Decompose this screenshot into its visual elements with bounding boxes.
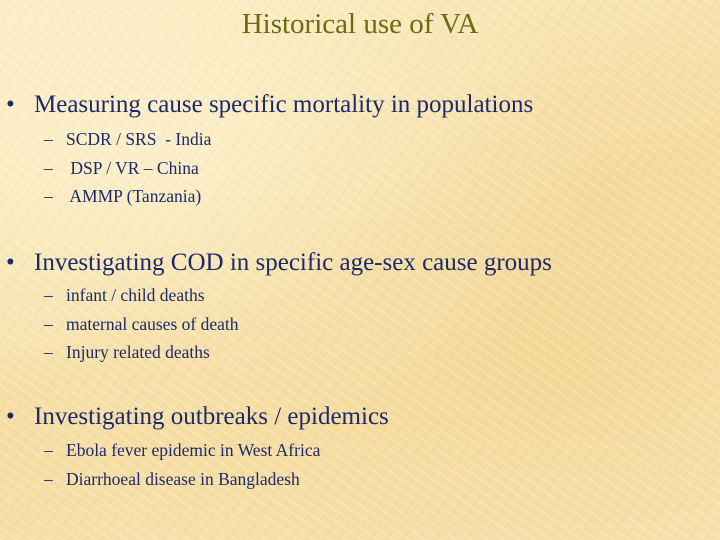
sub-item-text: Diarrhoeal disease in Bangladesh <box>66 469 300 489</box>
sub-item-text: AMMP (Tanzania) <box>66 186 202 206</box>
bullet-item-3 <box>6 402 389 432</box>
sub-item <box>44 185 201 207</box>
sub-item-text: Ebola fever epidemic in West Africa <box>66 440 321 460</box>
bullet-glyph: • <box>6 403 15 430</box>
bullet-item-1 <box>6 90 533 120</box>
dash-glyph: – <box>44 129 53 149</box>
dash-glyph: – <box>44 285 53 305</box>
bullet-text: Measuring cause specific mortality in populations <box>34 91 534 118</box>
bullet-item-2 <box>6 248 552 278</box>
sub-item <box>44 284 205 306</box>
slide-title: Historical use of VA <box>241 8 479 40</box>
sub-item-text: maternal causes of death <box>66 314 239 334</box>
bullet-glyph: • <box>6 249 15 276</box>
sub-item-text: SCDR / SRS - India <box>66 129 212 149</box>
sub-item-text: infant / child deaths <box>66 285 205 305</box>
sub-item <box>44 313 239 335</box>
sub-item <box>44 157 199 179</box>
bullet-text: Investigating outbreaks / epidemics <box>34 403 389 430</box>
dash-glyph: – <box>44 440 53 460</box>
bullet-text: Investigating COD in specific age-sex cause groups <box>34 249 552 276</box>
sub-item-text: DSP / VR – China <box>66 158 199 178</box>
dash-glyph: – <box>44 158 53 178</box>
sub-item-text: Injury related deaths <box>66 342 210 362</box>
sub-item <box>44 341 210 363</box>
sub-item <box>44 128 211 150</box>
bullet-glyph: • <box>6 91 15 118</box>
dash-glyph: – <box>44 314 53 334</box>
sub-item <box>44 468 300 490</box>
dash-glyph: – <box>44 186 53 206</box>
sub-item <box>44 439 320 461</box>
dash-glyph: – <box>44 469 53 489</box>
dash-glyph: – <box>44 342 53 362</box>
